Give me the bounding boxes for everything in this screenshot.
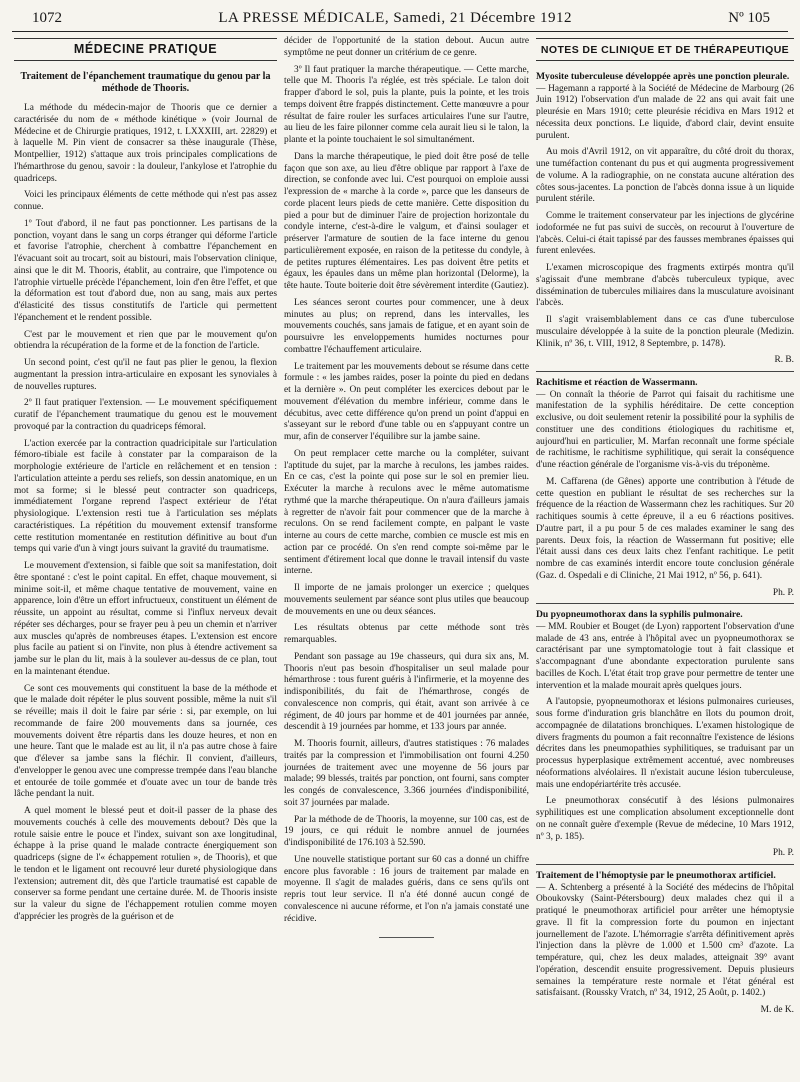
paragraph: Le traitement par les mouvements debout se résume dans cette formule : « les jambes raides, poser la pointe du pied en dedans et la dernière ». On peut compléter les exercices debout par le mouvement d'élévation du membre inférieur, comme dans le décubitus, avec cette différence qu'on prend un point d'appui en s'asseyant sur le rebord d'une table ou en s'appuyant contre un mur, afin de conserver l'équilibre sur la jambe saine. xyxy=(284,361,529,442)
paragraph: Au mois d'Avril 1912, on vit apparaître, du côté droit du thorax, une tuméfaction contenant du pus et qui augmenta progressivement de volume. A la radiographie, on ne constata aucune altération des côtes sous-jacentes. La ponction de l'abcès donna issue à un liquide purulent stérile. xyxy=(536,147,794,205)
paragraph: Une nouvelle statistique portant sur 60 cas a donné un chiffre encore plus favorable : 16 jours de traitement par malade en moyenne. Il s'agit de malades guéris, dans ce sens qu'ils ont repris tout leur service. Il n'a été donné aucun congé de convalescence ni aucune réforme, et l'on n'a jamais constaté une récidive. xyxy=(284,854,529,924)
paragraph: — Hagemann a rapporté à la Société de Médecine de Marbourg (26 Juin 1912) l'observation d'un malade de 22 ans qui avait fait une pleurésie en Mars 1910; cette pleurésie récidiva en Mars 1912 et nécessita deux ponctions. Le liquide, d'abord clair, devint ensuite purulent. xyxy=(536,83,794,141)
paragraph: 3º Il faut pratiquer la marche thérapeutique. — Cette marche, telle que M. Thooris l'a réglée, est très spéciale. Le talon doit frapper d'abord le sol, puis la plante, puis la pointe, et les trois temps doivent être frappés distinctement. Cette manœuvre a pour résultat de faire rouler les surfaces articulaires l'une sur l'autre, au lieu de les faire pilonner comme cela aurait lieu si le talon, la plante et la pointe touchaient le sol simultanément. xyxy=(284,64,529,145)
paragraph: Il importe de ne jamais prolonger un exercice ; quelques mouvements seulement par séance sont plus utiles que beaucoup de mouvements en une ou deux séances. xyxy=(284,583,529,617)
note-entry xyxy=(536,71,794,367)
paragraph: M. Caffarena (de Gênes) apporte une contribution à l'étude de cette question en publiant le résultat de ses recherches sur la fréquence de la réaction de Wassermann chez les rachitiques. Sur 20 rachitiques soumis à cette épreuve, il a eu 6 réactions positives. D'autre part, il a pu pour 5 de ces malades examiner le sang des parents. Deux fois, la réaction de Wassermann fut positive; elle l'était aussi dans ces deux laits chez l'enfant rachitique. Le petit nombre de cas examinés interdit encore toute conclusion générale (Gaz. d. Ospedali e di Cliniche, 21 Mai 1912, nº 56, p. 641). xyxy=(536,476,794,581)
page-number: 1072 xyxy=(32,10,62,26)
paragraph: 2º Il faut pratiquer l'extension. — Le mouvement spécifiquement curatif de l'épanchement traumatique du genou est le mouvement provoqué par la contraction du quadriceps fémoral. xyxy=(14,398,277,432)
entry-title: Rachitisme et réaction de Wassermann. xyxy=(536,377,698,388)
signature: Ph. P. xyxy=(772,848,794,859)
rubric-medecine-pratique: MÉDECINE PRATIQUE xyxy=(73,42,218,56)
columns xyxy=(12,32,794,1076)
entry-separator xyxy=(536,864,794,865)
paragraph: Les séances seront courtes pour commencer, une à deux minutes au plus; on reprend, dans les intervalles, les mouvements couchés, sans jamais de fatigue, et en ayant soin de poursuivre les enveloppements humides nocturnes pour combattre l'échauffement articulaire. xyxy=(284,297,529,355)
paragraph: — MM. Roubier et Bouget (de Lyon) rapportent l'observation d'une malade de 43 ans, entrée à l'hôpital avec un pyopneumothorax se caractérisant par une symptomatologie tout à fait classique et s'accompagnant d'une abondante expectoration purulente sans bacilles de Koch. L'état était trop grave pour permettre de tenter une intervention et la malade mourait après quelques jours. xyxy=(536,621,794,691)
paragraph: Les résultats obtenus par cette méthode sont très remarquables. xyxy=(284,623,529,645)
entry-title: Myosite tuberculeuse développée après une ponction pleurale. xyxy=(536,71,790,82)
paragraph: On peut remplacer cette marche ou la compléter, suivant l'aptitude du sujet, par la marche à reculons, les jambes raides. En ce cas, c'est la pointe qui pose sur le sol en premier lieu. Exécuter la marche à reculons avec le même automatisme rythmé que la marche thérapeutique. On n'aura d'ailleurs jamais à regretter de n'avoir fait pour commencer que de la marche à reculons. On se rend facilement compte, en palpant le vaste interne au cours de cette marche, combien ce muscle est mis en action par ce procédé. On s'en rend compte soi-même par le sentiment d'étirement local que donne le travail intensif du vaste interne. xyxy=(284,448,529,577)
paragraph: — A. Schtenberg a présenté à la Société des médecins de l'hôpital Oboukovsky (Saint-Pétersbourg) deux malades chez qui il a pratiqué le pneumothorax artificiel pour arrêter une hémoptysie grave. Il fit la compression forte du poumon en injectant journellement de l'azote. L'hémorragie s'arrêta définitivement après l'injection dans la plèvre de 1.000 et 1.500 cm³ d'azote. La température, qui, chez les deux malades, atteignait 39° avant l'opération, descendit ensuite progressivement. Depuis plusieurs semaines la température reste normale et l'état général est satisfaisant. (Roussky Vratch, nº 34, 1912, 25 Août, p. 1402.) xyxy=(536,882,794,999)
paragraph: — On connaît la théorie de Parrot qui faisait du rachitisme une manifestation de la syphilis héréditaire. De cette conception exclusive, ou doit seulement retenir la possibilité pour la syphilis de constituer une des conditions étiologiques du rachitisme et, aujourd'hui en particulier, M. Marfan reconnaît une forme spéciale de rachitisme, le rachitisme syphilitique, qui serait la conséquence d'une réaction générale de l'organisme vis-à-vis du tréponème. xyxy=(536,389,794,470)
entry-title: Du pyopneumothorax dans la syphilis pulmonaire. xyxy=(536,609,743,621)
note-entry xyxy=(536,609,794,860)
journal-title: LA PRESSE MÉDICALE, Samedi, 21 Décembre 1912 xyxy=(218,10,572,26)
article-title: Traitement de l'épanchement traumatique du genou par la méthode de Thooris. xyxy=(20,71,271,94)
paragraph: Ce sont ces mouvements qui constituent la base de la méthode et que le malade doit répéter le plus souvent possible, même la nuit s'il se réveille; mais il doit le faire par série : si, par exemple, on lui recommande de faire 200 mouvements dans sa journée, ces mouvements doivent être répartis dans les douze heures, et non en une heure. Tant que le malade est au lit, il n'a pas autre chose à faire que d'élever sa jambe sans la fléchir. Il convient, d'ailleurs, d'envelopper le genou avec une compresse trempée dans l'eau blanche et entourée de toile gommée et d'ouate avec un tour de bande très lâche pendant la nuit. xyxy=(14,683,277,800)
end-separator xyxy=(379,937,434,938)
issue-number: Nº 105 xyxy=(728,10,770,26)
entry-title: Traitement de l'hémoptysie par le pneumothorax artificiel. xyxy=(536,870,776,881)
column-3 xyxy=(536,36,794,1076)
paragraph: L'action exercée par la contraction quadricipitale sur l'articulation fémoro-tibiale est facile à constater par la comparaison de la morphologie extérieure de l'article en relâchement et en tension : l'articulation atteinte a perdu ses reliefs, son dessin anatomique, en un mot sa forme; si le blessé peut contracter son quadriceps, immédiatement l'organe reprend l'aspect extérieur de l'état physiologique. L'extension resti tue à l'articulation ses méplats caractéristiques. La répétition du mouvement extensif transforme cette restitution momentanée en restitution définitive au bout d'un temps qui varie d'un à vingt jours suivant la gravité du traumatisme. xyxy=(14,438,277,555)
note-entry xyxy=(536,870,794,1017)
column-2 xyxy=(284,36,529,1076)
signature: Ph. P. xyxy=(772,587,794,598)
paragraph: Le pneumothorax consécutif à des lésions pulmonaires syphilitiques est une complication absolument exceptionnelle dont on ne connaît guère d'exemple (Revue de médecine, 10 Mars 1912, nº 3, p. 185). xyxy=(536,796,794,842)
rubric-notes-clinique: NOTES DE CLINIQUE ET DE THÉRAPEUTIQUE xyxy=(540,44,790,56)
rubric-bar-medecine-pratique xyxy=(14,38,277,61)
paragraph: 1º Tout d'abord, il ne faut pas ponctionner. Les partisans de la ponction, voyant dans le sang un corps étranger qui déforme l'article et favorise l'atrophie, cherchent à combattre l'épanchement en l'évacuant soit au trocart, soit au bistouri, mais l'observation clinique, ainsi que le dit M. Thooris, établit, au contraire, que l'impotence ou l'atrophie virtuelle précède l'épanchement, loin d'en être l'effet, et que la déformation est tout d'abord due, non au sang, mais aux pertes d'élasticité des tissus constitutifs de l'article qui permettent l'épanchement et le rendent possible. xyxy=(14,218,277,323)
paragraph: Comme le traitement conservateur par les injections de glycérine iodoformée ne fut pas suivi de succès, on recourut à l'ouverture de l'abcès. Celui-ci était tapissé par des fausses membranes épaisses qui furent enlevées. xyxy=(536,211,794,257)
entry-separator xyxy=(536,603,794,604)
paragraph: Le mouvement d'extension, si faible que soit sa manifestation, doit être spontané : c'est le point capital. En effet, chaque mouvement, si minime soit-il, et même chaque tentative de mouvement, vaine en apparence, loin d'être un effort infructueux, constituent un élément de réussite, un appoint au résultat, comme si l'influx nerveux devait répéter ses décharges, pour se frayer peu à peu un chemin et n'arriver aux muscles qu'après de nombreuses étapes. L'extension est encore plus facile au patient si on l'invite, non plus à étendre activement sa jambe sur le plan du lit, mais à la soulever au-dessus de ce plan, tout en la maintenant étendue. xyxy=(14,561,277,677)
paragraph: M. Thooris fournit, ailleurs, d'autres statistiques : 76 malades traités par la compression et l'immobilisation ont fourni 4.250 journées de traitement avec une moyenne de 56 jours par malade; 99 blessés, traités par ponction, ont fourni, sans compter les congés de convalescence, 3.366 journées d'indisponibilité, soit 37 journées par malade. xyxy=(284,739,529,808)
paragraph: C'est par le mouvement et rien que par le mouvement qu'on obtiendra la récupération de la forme et de la fonction de l'article. xyxy=(14,329,277,352)
note-entry xyxy=(536,377,794,599)
paragraph: Par la méthode de de Thooris, la moyenne, sur 100 cas, est de 19 jours, ce qui réduit le nombre annuel de journées d'indisponibilité de 176.103 à 52.590. xyxy=(284,814,529,848)
paragraph: Voici les principaux éléments de cette méthode qui n'est pas assez connue. xyxy=(14,190,277,212)
masthead xyxy=(12,8,788,28)
paragraph: A l'autopsie, pyopneumothorax et lésions pulmonaires curieuses, sous forme d'induration gris blanchâtre en îlots du poumon droit, accompagnée de dilatations bronchiques. L'examen histologique de divers fragments du poumon a fait reconnaître l'existence de lésions décrites dans les pneumopathies syphilitiques, se traduisant par un processus hyperplasique extrêmement accentué, avec nombreuses néoformations alvéolaires. Il n'existait aucune lésion tuberculeuse, mais une endopériartérite très accusée. xyxy=(536,697,794,790)
paragraph: La méthode du médecin-major de Thooris que ce dernier a caractérisée du nom de « méthode kinétique » (voir Journal de Médecine et de Chirurgie pratiques, 1912, t. LXXXIII, art. 22829) et à laquelle M. Pin vient de consacrer sa thèse inaugurale (Thèse, Montpellier, 1912) s'attaque aux trois principales complications de l'hémarthrose du genou, savoir : la douleur, l'ankylose et l'atrophie du quadriceps. xyxy=(14,103,277,184)
paragraph: Il s'agit vraisemblablement dans ce cas d'une tuberculose musculaire développée à la suite de la ponction pleurale (Medizin. Klinik, nº 36, t. VIII, 1912, 8 Septembre, p. 1478). xyxy=(536,315,794,349)
paragraph: Pendant son passage au 19e chasseurs, qui dura six ans, M. Thooris n'eut pas besoin d'hospitaliser un seul malade pour hémarthrose : tous furent guéris à l'infirmerie, et la moyenne des indisponibilités, du fait de l'hémarthrose, congés de convalescence non compris, qui était, avant son arrivée à ce régiment, de 40 jours par homme et de 401 journées par année, descendit à 19 journées par homme, et 133 jours par année. xyxy=(284,651,529,733)
paragraph: Dans la marche thérapeutique, le pied doit être posé de telle façon que son axe, au lieu d'être oblique par rapport à l'axe de direction, se confonde avec lui. C'est pourquoi on emploie aussi l'expression de « marche à la corde », parce que les danseurs de corde placent leurs pieds de cette manière. Cette disposition du pied a pour but de diminuer l'aire de projection horizontale du condyle interne, c'est-à-dire le valgum, et d'ainsi soulager et préserver l'armature de soutien de la face interne du genou particulièrement exposée, en raison de la petitesse du condyle, à de petites ruptures élémentaires. Les pas doivent être petits et égaux, les épaules dans un même plan horizontal (Delorme), la tête haute. Toute boiterie doit être sévèrement interdite (Gautiez). xyxy=(284,151,529,291)
paragraph: Un second point, c'est qu'il ne faut pas plier le genou, la flexion augmentant la pression intra-articulaire en exposant les synoviales à de nouvelles ruptures. xyxy=(14,358,277,392)
entry-separator xyxy=(536,371,794,372)
paragraph: L'examen microscopique des fragments extirpés montra qu'il s'agissait d'une membrane d'abcès tuberculeux typique, avec dissémination de tubercules miliaires dans la musculature avoisinant l'abcès. xyxy=(536,263,794,309)
column-1 xyxy=(14,36,277,1076)
signature: M. de K. xyxy=(760,1005,794,1015)
paragraph: décider de l'opportunité de la station debout. Aucun autre symptôme ne peut donner un critérium de ce genre. xyxy=(284,36,529,58)
rubric-bar-notes xyxy=(536,38,794,61)
paragraph: A quel moment le blessé peut et doit-il passer de la phase des mouvements couchés à celle des mouvements debout? Dès que la rotule saisie entre le pouce et l'index, suivant son axe longitudinal, échappe à la prise quand le malade contracte énergiquement son quadriceps (signe de l'« échappement rotulien », de Thooris), et que le tendon et le ligament ont recouvré leur dureté physiologique dans l'extension; autrement dit, dès que l'article traumatisé est capable de conserver sa forme pendant une certaine durée. M. de Thooris insiste sur la valeur du signe de l'échappement rotulien comme moyen d'apprécier les progrès de la guérison et de xyxy=(14,806,277,922)
signature: R. B. xyxy=(774,355,794,366)
